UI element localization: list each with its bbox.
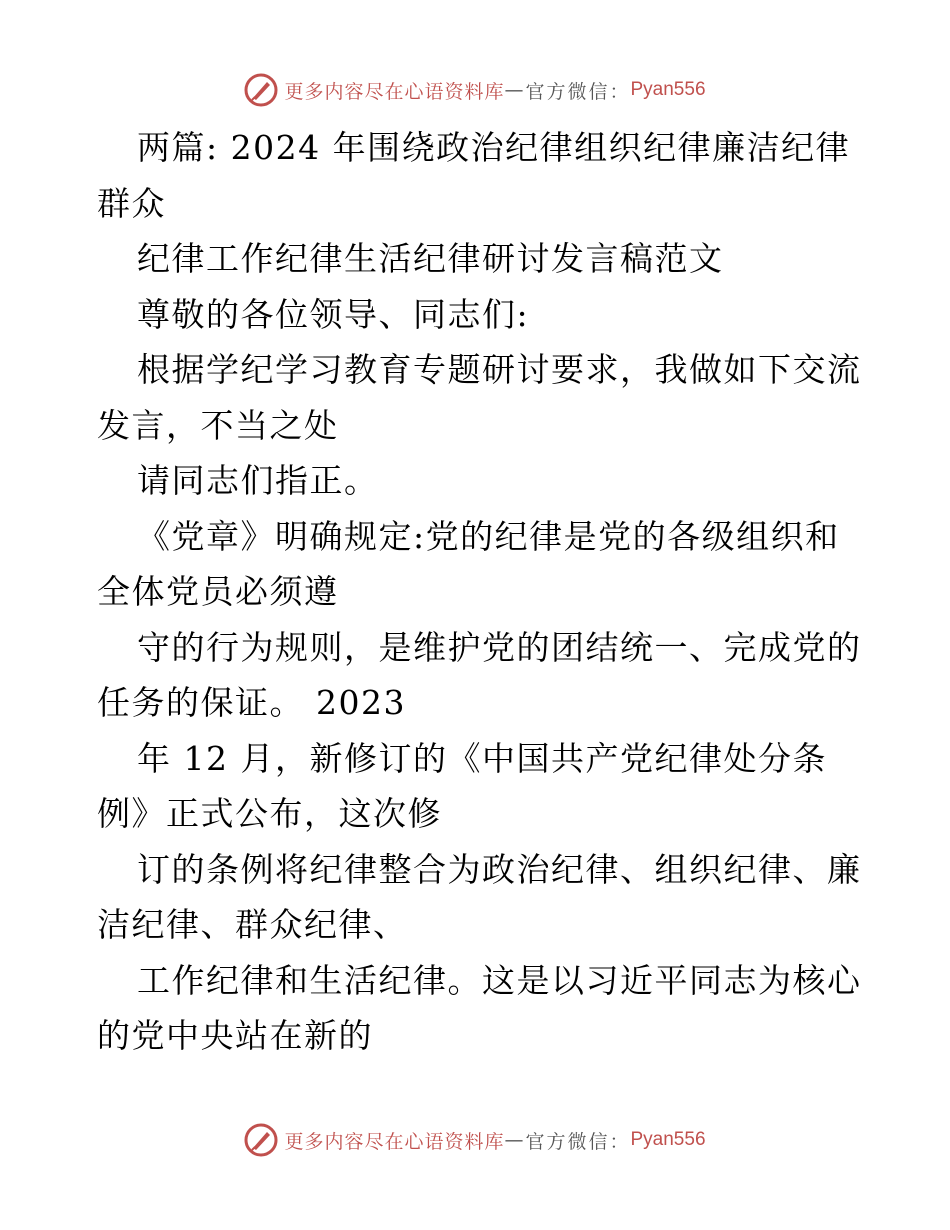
text-line: 洁纪律、群众纪律、 [97,905,408,944]
watermark-wechat-id: Pyan556 [630,1129,706,1150]
text-line: 请同志们指正。 [137,461,379,500]
watermark-site-text: 更多内容尽在心语资料库 [284,1130,505,1153]
header-watermark [0,70,950,110]
watermark-wechat-id: Pyan556 [630,79,706,100]
text-line: 根据学纪学习教育专题研讨要求，我做如下交流 [137,350,862,389]
salutation: 尊敬的各位领导、同志们: [137,294,530,334]
quill-logo-icon [244,73,278,107]
title-line-2: 群众 [97,183,166,223]
watermark-wechat-label: 官方微信： [525,1130,631,1153]
text-line: 守的行为规则，是维护党的团结统一、完成党的 [137,627,862,667]
text-line: 全体党员必须遵 [97,572,339,611]
text-line: 的党中央站在新的 [97,1016,373,1055]
text-line: 任务的保证。 2023 [97,683,406,722]
text-line: 发言，不当之处 [97,405,339,445]
text-line: 例》正式公布，这次修 [97,794,442,833]
text-line: 《党章》明确规定:党的纪律是党的各级组织和 [137,516,840,556]
title-line-1: 两篇: 2024 年围绕政治纪律组织纪律廉洁纪律 [137,128,851,167]
title-line-3: 纪律工作纪律生活纪律研讨发言稿范文 [137,239,724,278]
quill-logo-icon [244,1123,278,1157]
watermark-site-text: 更多内容尽在心语资料库 [284,80,505,103]
watermark-wechat-label: 官方微信： [525,80,631,103]
watermark-dash: — [504,1129,526,1151]
text-line: 工作纪律和生活纪律。这是以习近平同志为核心 [137,960,862,1000]
text-line: 订的条例将纪律整合为政治纪律、组织纪律、廉 [137,849,862,889]
footer-watermark [0,1120,950,1160]
watermark-dash: — [504,79,526,101]
document-body [97,120,862,1064]
text-line: 年 12 月，新修订的《中国共产党纪律处分条 [137,738,827,778]
